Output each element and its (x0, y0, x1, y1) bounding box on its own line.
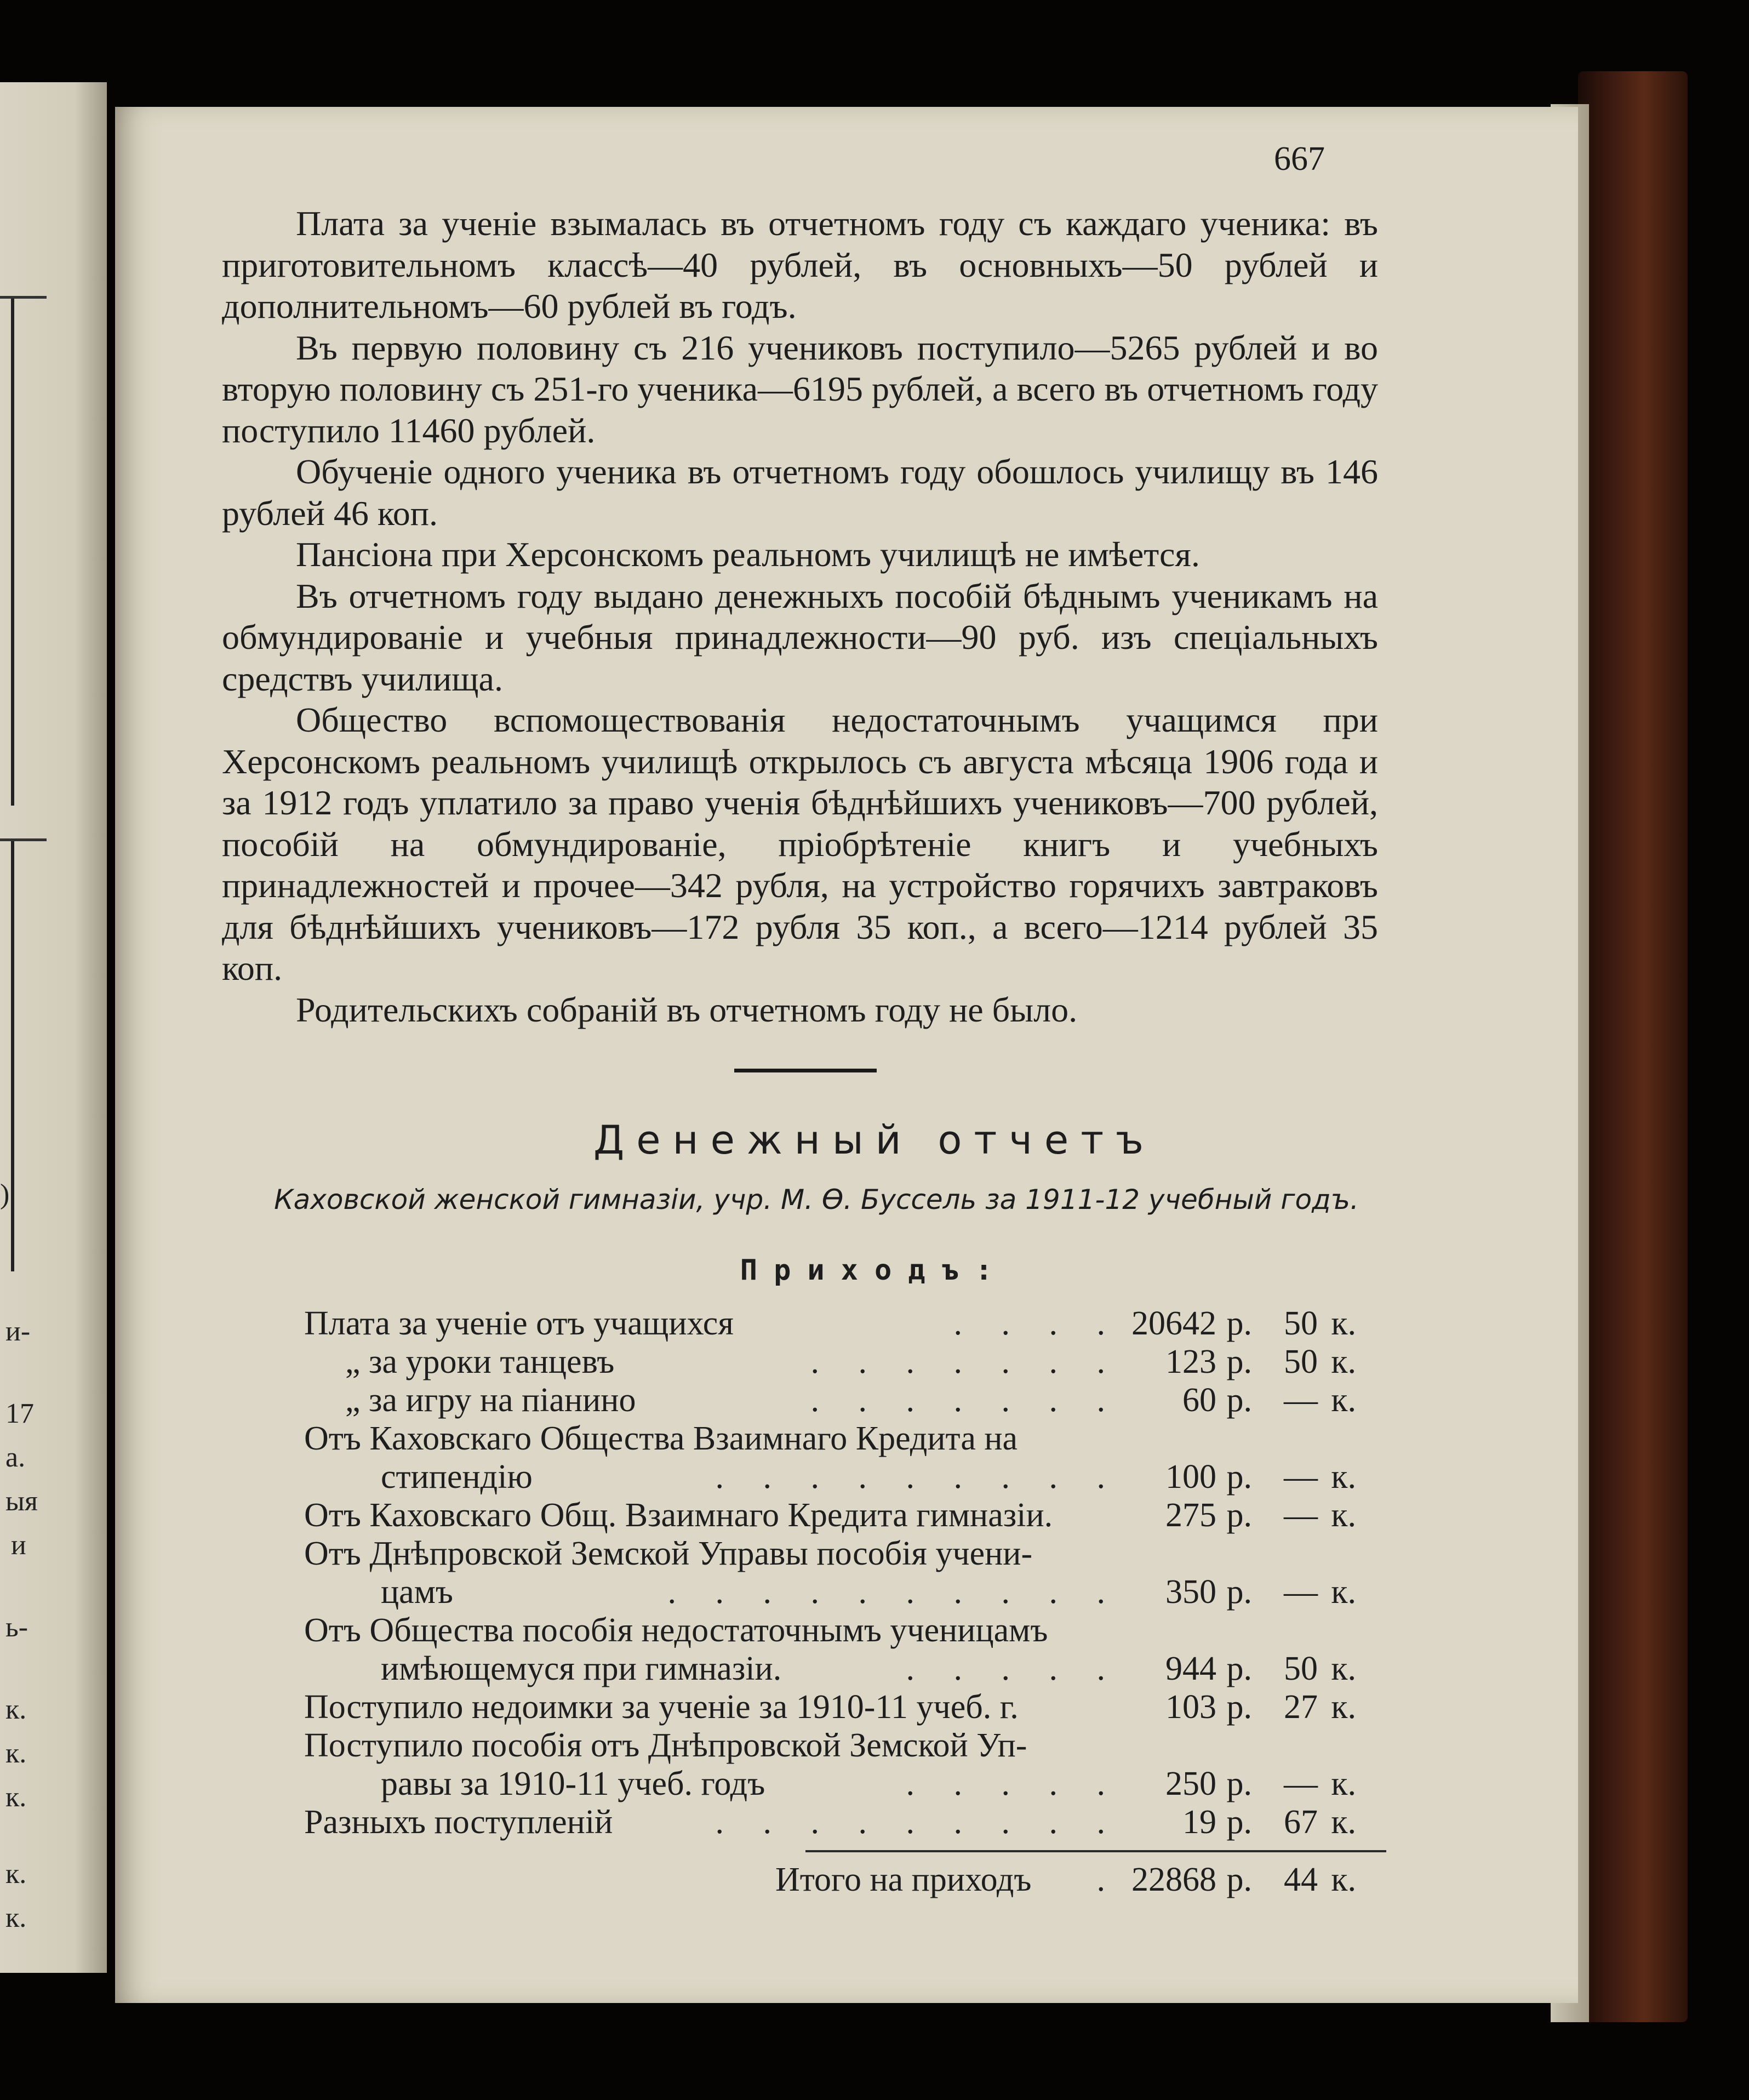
ledger-kopecks: — (1284, 1458, 1318, 1496)
ledger-kopecks: — (1284, 1573, 1318, 1611)
ledger-rubles: 275 (1165, 1497, 1216, 1534)
page-number: 667 (1274, 140, 1325, 178)
leader-dots: . . . . . . . . . (715, 1458, 1121, 1496)
ledger-label: Отъ Каховскаго Общ. Взаимнаго Кредита гимназіи. (304, 1497, 1053, 1534)
ledger-label-continuation: цамъ (381, 1573, 453, 1611)
leader-dots: . (1096, 1861, 1121, 1898)
ledger-row (304, 1304, 1356, 1343)
kopeck-unit: к. (1331, 1765, 1356, 1802)
ledger-label-continuation: стипендію (381, 1458, 533, 1496)
paragraph: Обученіе одного ученика въ отчетномъ году обошлось училищу въ 146 рублей 46 коп. (222, 452, 1378, 533)
total-kopecks: 44 (1284, 1861, 1318, 1898)
paragraph: Пансіона при Херсонскомъ реальномъ училищѣ не имѣется. (296, 535, 1200, 574)
ledger-row (304, 1688, 1356, 1726)
ledger-rubles: 350 (1165, 1573, 1216, 1611)
ruble-unit: р. (1226, 1343, 1252, 1380)
ledger-kopecks: — (1284, 1382, 1318, 1419)
ledger-label: Отъ Общества пособія недостаточнымъ ученицамъ (304, 1612, 1048, 1649)
leader-dots: . . . . . (906, 1765, 1121, 1802)
ledger-label: „ за игру на піанино (345, 1382, 636, 1419)
ruble-unit: р. (1226, 1305, 1252, 1342)
kopeck-unit: к. (1331, 1804, 1356, 1841)
left-page-fragment: к. (5, 1858, 27, 1890)
paragraph: Въ отчетномъ году выдано денежныхъ пособій бѣднымъ ученикамъ на обмундированіе и учебныя принадлежности—90 руб. изъ спеціальныхъ средствъ училища. (222, 576, 1378, 698)
leader-dots: . . . . . . . . . . (667, 1573, 1121, 1611)
left-page-rule (0, 296, 47, 299)
total-row (304, 1861, 1356, 1899)
book-cover-edge (1578, 71, 1688, 2022)
kopeck-unit: к. (1331, 1382, 1356, 1419)
leader-dots: . . . . . (906, 1650, 1121, 1687)
ledger-label: Поступило пособія отъ Днѣпровской Земской Уп- (304, 1727, 1027, 1764)
ruble-unit: р. (1226, 1804, 1252, 1841)
total-rule (805, 1850, 1386, 1852)
ledger-label: Поступило недоимки за ученіе за 1910-11 учеб. г. (304, 1688, 1019, 1726)
ledger-label: „ за уроки танцевъ (345, 1343, 615, 1380)
ledger-kopecks: 50 (1284, 1343, 1318, 1380)
section-divider (734, 1069, 877, 1072)
ledger-rubles: 123 (1165, 1343, 1216, 1380)
ledger-rubles: 944 (1165, 1650, 1216, 1687)
ledger-kopecks: 27 (1284, 1688, 1318, 1726)
total-label: Итого на приходъ (775, 1861, 1032, 1898)
left-page-fragment: ыя (5, 1486, 38, 1517)
ledger-row (304, 1534, 1356, 1611)
left-page-fragment: к. (5, 1738, 27, 1769)
ledger-rubles: 20642 (1131, 1305, 1216, 1342)
kopeck-unit: к. (1331, 1650, 1356, 1687)
ledger-label-continuation: равы за 1910-11 учеб. годъ (381, 1765, 765, 1802)
report-title: Денежный отчетъ (593, 1117, 1156, 1163)
ledger-row (304, 1496, 1356, 1534)
ledger-row (304, 1726, 1356, 1803)
kopeck-unit: к. (1331, 1458, 1356, 1496)
kopeck-unit: к. (1331, 1861, 1356, 1898)
ledger-rubles: 250 (1165, 1765, 1216, 1802)
ledger-kopecks: — (1284, 1765, 1318, 1802)
left-page-fragment: к. (5, 1782, 27, 1813)
kopeck-unit: к. (1331, 1573, 1356, 1611)
ruble-unit: р. (1226, 1861, 1252, 1898)
ledger-rubles: 100 (1165, 1458, 1216, 1496)
ledger-row (304, 1611, 1356, 1688)
ledger-rubles: 19 (1182, 1804, 1216, 1841)
ledger-kopecks: 50 (1284, 1650, 1318, 1687)
kopeck-unit: к. (1331, 1497, 1356, 1534)
left-page-fragment: 17 (5, 1398, 34, 1429)
left-page-rule (11, 838, 14, 1271)
left-page-fragment: и- (5, 1316, 31, 1347)
income-ledger (304, 1304, 1356, 1841)
leader-dots: . . . . . . . . . (715, 1804, 1121, 1841)
ledger-label: Отъ Днѣпровской Земской Управы пособія учени- (304, 1535, 1033, 1572)
left-page-fragment: к. (5, 1902, 27, 1933)
ruble-unit: р. (1226, 1688, 1252, 1726)
ledger-row (304, 1419, 1356, 1496)
left-page-fragment: и (11, 1530, 26, 1561)
ruble-unit: р. (1226, 1573, 1252, 1611)
leader-dots: . . . . . . . (810, 1382, 1121, 1419)
leader-dots: . . . . (953, 1305, 1121, 1342)
kopeck-unit: к. (1331, 1688, 1356, 1726)
ledger-label: Отъ Каховскаго Общества Взаимнаго Кредита на (304, 1420, 1018, 1457)
paragraph: Общество вспомоществованія недостаточнымъ учащимся при Херсонскомъ реальномъ училищѣ открылось съ августа мѣсяца 1906 года и за 1912 годъ уплатило за право ученія бѣднѣйшихъ учениковъ—700 рублей, пособій на обмундированіе, пріобрѣтеніе книгъ и учебныхъ принадлежностей и прочее—342 рубля, на устройство горячихъ завтраковъ для бѣднѣйшихъ учениковъ—172 рубля 35 коп., а всего—1214 рублей 35 коп. (222, 700, 1378, 988)
ruble-unit: р. (1226, 1458, 1252, 1496)
paragraph: Въ первую половину съ 216 учениковъ поступило—5265 рублей и во вторую половину съ 251-го ученика—6195 рублей, а всего въ отчетномъ году поступило 11460 рублей. (222, 328, 1378, 450)
ledger-kopecks: 50 (1284, 1305, 1318, 1342)
left-page-fragment: к. (5, 1694, 27, 1725)
total-rubles: 22868 (1131, 1861, 1216, 1898)
ledger-rubles: 60 (1182, 1382, 1216, 1419)
ledger-label: Разныхъ поступленій (304, 1804, 613, 1841)
ledger-kopecks: — (1284, 1497, 1318, 1534)
report-subtitle: Каховской женской гимназіи, учр. М. Ѳ. Буссель за 1911-12 учебный годъ. (274, 1184, 1359, 1216)
left-page-fragment: а. (5, 1442, 26, 1473)
ruble-unit: р. (1226, 1650, 1252, 1687)
ledger-rubles: 103 (1165, 1688, 1216, 1726)
ledger-label-continuation: имѣющемуся при гимназіи. (381, 1650, 782, 1687)
left-page-fragment: ) (0, 1179, 10, 1210)
body-text (222, 203, 1378, 1030)
left-page-rule (0, 838, 47, 841)
kopeck-unit: к. (1331, 1343, 1356, 1380)
paragraph: Плата за ученіе взымалась въ отчетномъ году съ каждаго ученика: въ приготовительномъ классѣ—40 рублей, въ основныхъ—50 рублей и дополнительномъ—60 рублей въ годъ. (222, 204, 1378, 326)
ledger-row (304, 1803, 1356, 1841)
leader-dots: . . . . . . . (810, 1343, 1121, 1380)
kopeck-unit: к. (1331, 1305, 1356, 1342)
ruble-unit: р. (1226, 1382, 1252, 1419)
ledger-label: Плата за ученіе отъ учащихся (304, 1305, 734, 1342)
ledger-row (304, 1381, 1356, 1419)
ruble-unit: р. (1226, 1497, 1252, 1534)
ledger-row (304, 1343, 1356, 1381)
left-page-fragment: ь- (5, 1612, 28, 1643)
left-facing-page (0, 82, 107, 1973)
ruble-unit: р. (1226, 1765, 1252, 1802)
income-heading: Приходъ: (740, 1254, 1009, 1287)
paragraph: Родительскихъ собраній въ отчетномъ году не было. (296, 990, 1078, 1029)
left-page-rule (11, 296, 14, 806)
ledger-kopecks: 67 (1284, 1804, 1318, 1841)
